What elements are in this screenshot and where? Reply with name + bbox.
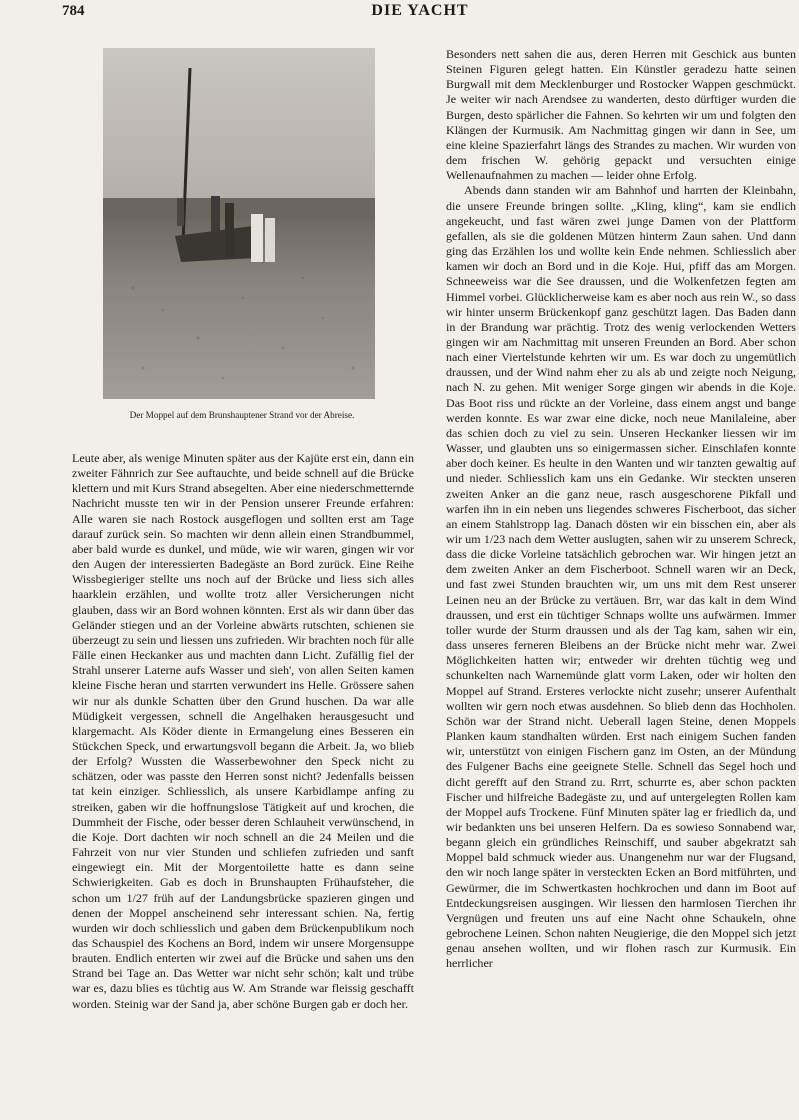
page-number: 784	[62, 3, 85, 19]
text-column-left	[72, 451, 414, 1012]
running-head-title: DIE YACHT	[371, 2, 469, 19]
photo-boat-on-beach	[103, 48, 375, 399]
paragraph: Besonders nett sahen die aus, deren Herren mit Geschick aus bunten Steinen Figuren gelegt hatten. Ein Künstler geradezu hatte seinen Burgwall mit dem Mecklenburger und Rostocker Wappen geschmückt. Je weiter wir nach Arendsee zu wanderten, desto dürftiger wurden die Burgen, desto spärlicher die Fahnen. So kehrten wir um und folgten den Klängen der Kurmusik. Am Nachmittag gingen wir dann in See, um eine kleine Spazierfahrt längs des Strandes zu machen. Wir wurden von dem frischen W. gehörig gepackt und versuchten einige Wellenaufnahmen zu machen — leider ohne Erfolg.	[446, 47, 796, 183]
figure-caption: Der Moppel auf dem Brunshauptener Strand vor der Abreise.	[129, 410, 355, 420]
paragraph: Abends dann standen wir am Bahnhof und harrten der Kleinbahn, die unsere Freunde bringen sollte. „Kling, kling“, kam sie endlich angekeucht, und fast wären zwei junge Damen von der Plattform gefallen, als sie die goldenen Mützen hinterm Zaun sahen. Und dann ging das Erzählen los und wollte kein Ende nehmen. Schliesslich aber kamen wir doch an Bord und in die Koje. Hui, pfiff das am Morgen. Schneeweiss war die See draussen, und die Wolkenfetzen fegten am Himmel vorbei. Glücklicherweise kam es aber noch aus rein W., so dass wir hinter unserm Brückenkopf ganz geschützt lagen. Das Baden dann in der Brandung war prächtig. Trotz des wenig verlockenden Wetters gingen wir am Nachmittag mit unseren Freunden an Bord. Aber schon nach einer Viertelstunde kehrten wir um. Es war doch zu ungemütlich draussen, und der Wind nahm eher zu als ab und zeigte noch Neigung, nach N. zu gehen. Mit weniger Sorge gingen wir abends in die Koje. Das Boot riss und rückte an der Vorleine, dass einem angst und bange werden konnte. Es war zwar eine dicke, noch neue Manilaleine, aber das schien doch zu viel zu sein. Unseren Heckanker liessen wir im Wasser, und glaubten uns so einigermassen sicher. Einschlafen konnte aber doch keiner. Es heulte in den Wanten und wir tanzten gewaltig auf und nieder. Schliesslich kam uns ein Gedanke. Wir steckten unseren zweiten Anker an die ganz neue, rasch ausgeschorene Pikfall und warfen ihn in ein neben uns liegendes schweres Fischerboot, das sicher an einem Stahlstropp lag. Danach dösten wir ein bisschen ein, aber als wir um 1/23 nach dem Wetter auslugten, sahen wir zu unserem Schreck, dass die dicke Vorleine tatsächlich gebrochen war. Wir hingen jetzt an dem zweiten Anker an dem Fischerboot. Schnell waren wir an Deck, und fast zwei Stunden brauchten wir, um uns mit dem Rest unserer Leinen neu an der Brücke zu vertäuen. Brr, war das kalt in dem Wind draussen, und erst ein tüchtiger Schnaps wollte uns aufwärmen. Immer toller wurde der Sturm draussen und als der Tag kam, sahen wir ein, dass unseres ferneren Bleibens an der Brücke nicht mehr war. Zwei Möglichkeiten hatten wir; entweder wir drehten tüchtig weg und schunkelten nach Warnemünde glatt vorm Laken, oder wir holten den Moppel auf Strand. Ersteres verlockte nicht zusehr; unserer Aufenthalt wollten wir gern noch etwas ausdehnen. So blieb denn das Hochholen. Schön war der Strand nicht. Ueberall lagen Steine, denen Moppels Planken kaum standhalten würden. Erst nach einigem Suchen fanden wir, unterstützt von einigen Fischern ganz im Osten, an der Mündung des Fulgener Bachs eine geeignete Stelle. Schnell das Segel hoch und dicht gerefft auf den Strand zu. Rrrt, schurrte es, aber schon packten Fischer und hilfreiche Badegäste zu, und auf untergelegten Rollen kam der Moppel aufs Trockene. Fünf Minuten später lag er friedlich da, und wir bedankten uns bei unseren Helfern. Da es sowieso Sonnabend war, begann gleich ein gründliches Reinschiff, und sauber abgekratzt sah Moppel bald schmuck wieder aus. Unangenehm nur war der Flugsand, den wir noch lange später in versteckten Ecken an Bord mitführten, und Gewürmer, die im Schwertkasten hochkrochen und dann im Boot auf Entdeckungsreisen ausgingen. Wir liessen den harmlosen Tierchen ihr Vergnügen und freuten uns auf eine Nacht ohne Schaukeln, ohne gebrochene Leinen. Schon nahten Neugierige, die den Moppel sich jetzt genau ansehen wollten, und wir flohen rasch zur Kurmusik. Ein herrlicher	[446, 183, 796, 971]
text-column-right	[446, 47, 796, 972]
paragraph: Leute aber, als wenige Minuten später aus der Kajüte erst ein, dann ein zweiter Fähnrich zur See auftauchte, und beide schnell auf die Brücke klettern und mit Kurs Strand absegelten. Aber eine niederschmetternde Nachricht musste ten wir in der Pension unserer Freunde erfahren: Alle waren sie nach Rostock ausgeflogen und sollten erst am Tage darauf zurück sein. So machten wir denn allein einen Strandbummel, aber bald wurde es dunkel, und müde, wie wir waren, gingen wir vor den Augen der interessierten Badegäste an Bord zurück. Eine Reihe Wissbegieriger stellte uns noch auf der Brücke und liess sich alles haarklein erzählen, und wollte trotz aller Versicherungen nicht glauben, dass wir an Bord wohnen könnten. Erst als wir dann über das Geländer stiegen und an der Vorleine abwärts rutschten, schienen sie überzeugt zu sein und liessen uns zufrieden. Wir brachten noch für alle Fälle einen Heckanker aus und machten dann Licht. Zufällig fiel der Strahl unserer Laterne aufs Wasser und sieh', von allen Seiten kamen kleine Fische heran und starrten verwundert ins Helle. Grössere sahen wir nur als dunkle Schatten über den Grund huschen. Da war alle Müdigkeit vergessen, schnell die Angelhaken herausgesucht und klargemacht. Als Köder diente in Ermangelung eines Besseren ein Stückchen Speck, und erwartungsvoll begann die Arbeit. Ja, wo blieb der Erfolg? Wussten die Wasserbewohner den Speck nicht zu schätzen, oder was passte den Herren sonst nicht? Jedenfalls beissen tat kein einziger. Schliesslich, als unsere Karbidlampe anfing zu streiken, gaben wir die hoffnungslose Tätigkeit auf und krochen, die Dummheit der Fische, oder besser deren Schlauheit verwünschend, in die Koje. Dort dachten wir noch schnell an die 24 Meilen und die Fahrzeit von nur vier Stunden und schliefen zufrieden und sanft eingewiegt ein. Mit der Morgentoilette hatte es dann seine Schwierigkeiten. Gab es doch in Brunshaupten Frühaufsteher, die schon um 1/27 früh auf der Landungsbrücke spazieren gingen und denen der Moppel anscheinend sehr interessant schien. Na, fertig wurden wir doch schliesslich und gaben dem Brückenpublikum noch das Schauspiel des Kochens an Bord, indem wir unsere Morgensuppe brauten. Endlich enterten wir zwei auf die Brücke und sahen uns den Strand bei Tage an. Das Wetter war nicht sehr schön; kalt und trübe war es, dazu blies es tüchtig aus W. Am Strande war fleissig geschafft worden. Steinig war der Sand ja, aber schöne Burgen gab er doch her.	[72, 451, 414, 1011]
